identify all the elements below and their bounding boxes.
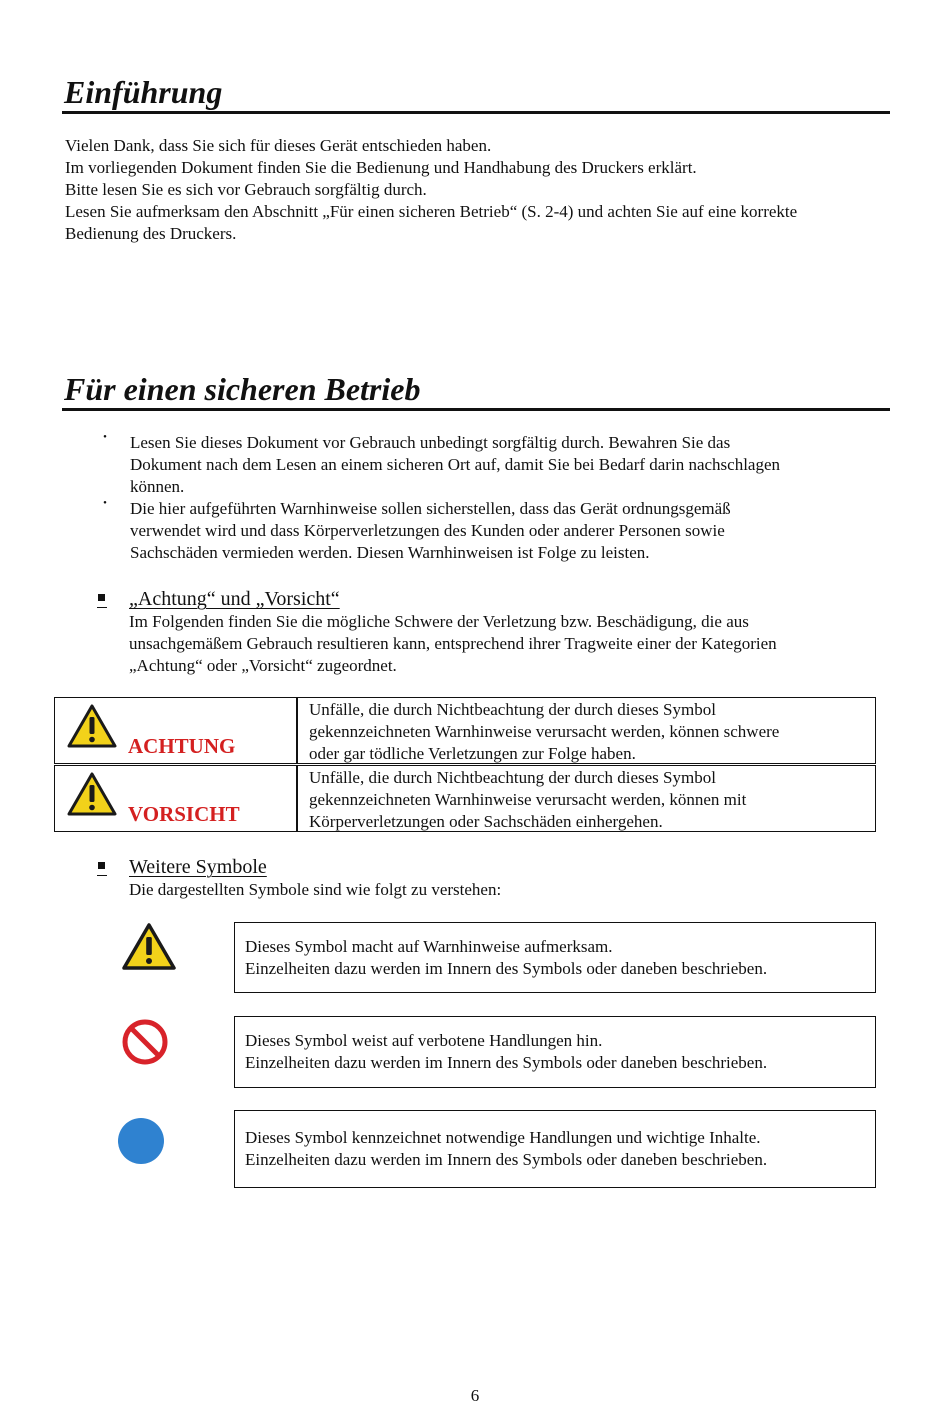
hazard-description-vorsicht	[297, 765, 876, 832]
safety-title: Für einen sicheren Betrieb	[64, 371, 421, 407]
achtung-vorsicht-intro	[129, 611, 889, 677]
mandatory-action-icon	[117, 1117, 165, 1165]
bullet-line: können.	[130, 477, 185, 496]
intro-line: Bedienung des Druckers.	[65, 224, 237, 243]
intro-line: Lesen Sie aufmerksam den Abschnitt „Für einen sicheren Betrieb“ (S. 2-4) und achten Sie auf eine korrekte	[65, 202, 798, 221]
safety-title-rule	[62, 408, 890, 411]
hazard-label-cell-achtung	[54, 697, 297, 764]
symbol-description-line: Dieses Symbol macht auf Warnhinweise aufmerksam.	[245, 937, 613, 956]
symbol-description-line: Einzelheiten dazu werden im Innern des Symbols oder daneben beschrieben.	[245, 1053, 768, 1072]
symbol-description-mandatory	[234, 1110, 876, 1188]
square-bullet-icon	[98, 862, 105, 869]
safety-bullet	[98, 498, 888, 564]
intro-title: Einführung	[64, 74, 223, 110]
intro-title-rule	[62, 111, 890, 114]
hazard-label-vorsicht: VORSICHT	[128, 802, 240, 826]
bullet-line: verwendet wird und dass Körperverletzungen des Kunden oder anderer Personen sowie	[130, 521, 725, 540]
square-bullet-underline	[97, 607, 107, 608]
bullet-marker: ・	[98, 497, 112, 512]
bullet-text	[130, 432, 890, 498]
bullet-marker: ・	[98, 431, 112, 446]
symbol-description-line: Dieses Symbol kennzeichnet notwendige Handlungen und wichtige Inhalte.	[245, 1128, 761, 1147]
symbol-description-line: Dieses Symbol weist auf verbotene Handlungen hin.	[245, 1031, 603, 1050]
hazard-description-line: Unfälle, die durch Nichtbeachtung der durch dieses Symbol	[309, 768, 716, 787]
hazard-description-line: gekennzeichneten Warnhinweise verursacht werden, können mit	[309, 790, 747, 809]
weitere-symbole-intro	[129, 879, 889, 901]
hazard-description-line: Unfälle, die durch Nichtbeachtung der durch dieses Symbol	[309, 700, 716, 719]
intro-line: Im vorliegenden Dokument finden Sie die Bedienung und Handhabung des Druckers erklärt.	[65, 158, 697, 177]
square-bullet-underline	[97, 875, 107, 876]
warning-triangle-icon	[121, 922, 177, 972]
hazard-description-line: Körperverletzungen oder Sachschäden einhergehen.	[309, 812, 663, 831]
bullet-line: Sachschäden vermieden werden. Diesen Warnhinweisen ist Folge zu leisten.	[130, 543, 650, 562]
hazard-level-table	[54, 697, 876, 832]
safety-bullet	[98, 432, 888, 498]
section-line: unsachgemäßem Gebrauch resultieren kann, entsprechend ihrer Tragweite einer der Kategorien	[129, 634, 777, 653]
bullet-text	[130, 498, 890, 564]
symbol-description-warning	[234, 922, 876, 993]
section-line: Die dargestellten Symbole sind wie folgt zu verstehen:	[129, 880, 502, 899]
section-heading-label: „Achtung“ und „Vorsicht“	[129, 588, 340, 610]
section-heading-label: Weitere Symbole	[129, 856, 267, 878]
warning-triangle-icon	[67, 772, 117, 817]
section-line: Im Folgenden finden Sie die mögliche Schwere der Verletzung bzw. Beschädigung, die aus	[129, 612, 749, 631]
hazard-label-cell-vorsicht	[54, 765, 297, 832]
intro-paragraph	[65, 135, 895, 245]
section-line: „Achtung“ oder „Vorsicht“ zugeordnet.	[129, 656, 397, 675]
intro-line: Vielen Dank, dass Sie sich für dieses Gerät entschieden haben.	[65, 136, 492, 155]
hazard-description-achtung	[297, 697, 876, 764]
symbol-description-line: Einzelheiten dazu werden im Innern des Symbols oder daneben beschrieben.	[245, 959, 768, 978]
square-bullet-icon	[98, 594, 105, 601]
hazard-description-line: gekennzeichneten Warnhinweise verursacht werden, können schwere	[309, 722, 780, 741]
bullet-line: Lesen Sie dieses Dokument vor Gebrauch unbedingt sorgfältig durch. Bewahren Sie das	[130, 433, 731, 452]
hazard-description-line: oder gar tödliche Verletzungen zur Folge haben.	[309, 744, 636, 763]
prohibited-icon	[121, 1018, 169, 1066]
page-number: 6	[470, 1386, 480, 1405]
intro-line: Bitte lesen Sie es sich vor Gebrauch sorgfältig durch.	[65, 180, 427, 199]
bullet-line: Die hier aufgeführten Warnhinweise sollen sicherstellen, dass das Gerät ordnungsgemäß	[130, 499, 731, 518]
bullet-line: Dokument nach dem Lesen an einem sicheren Ort auf, damit Sie bei Bedarf darin nachschlagen	[130, 455, 781, 474]
symbol-description-prohibited	[234, 1016, 876, 1088]
hazard-label-achtung: ACHTUNG	[128, 734, 236, 758]
symbol-description-line: Einzelheiten dazu werden im Innern des Symbols oder daneben beschrieben.	[245, 1150, 768, 1169]
warning-triangle-icon	[67, 704, 117, 749]
